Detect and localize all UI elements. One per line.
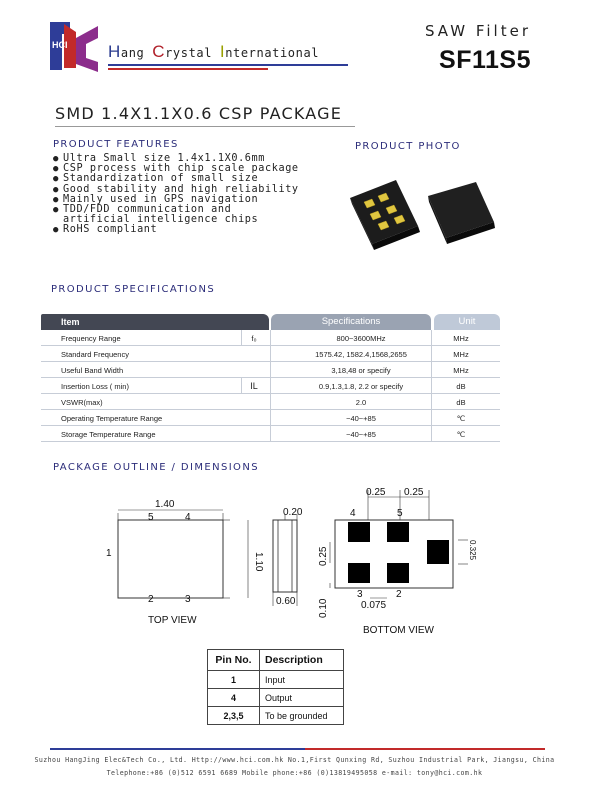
part-number: SF11S5: [439, 46, 531, 74]
spec-value: 1575.42, 1582.4,1568,2655: [315, 350, 407, 359]
spec-name: Frequency Range: [61, 334, 121, 343]
pad-3: [348, 563, 370, 583]
spec-unit: MHz: [453, 366, 469, 375]
pin-number: 4: [208, 689, 260, 707]
spec-unit: MHz: [453, 334, 469, 343]
product-photo: [342, 158, 502, 258]
spec-name: Storage Temperature Range: [61, 430, 156, 439]
feature-item: ● Standardization of small size: [53, 174, 333, 184]
package-title: SMD 1.4X1.1X0.6 CSP PACKAGE: [55, 104, 343, 123]
feature-item: ● Good stability and high reliability: [53, 185, 333, 195]
pin-number: 1: [208, 671, 260, 689]
spec-value: −40~+85: [346, 414, 376, 423]
col-item-header: Item: [41, 314, 269, 330]
table-row: [208, 707, 344, 725]
feature-item: ● RoHS compliant: [53, 225, 333, 235]
pad-1: [427, 540, 449, 564]
spec-table-header: [41, 314, 500, 330]
col-spec-header: Specifications: [271, 314, 431, 330]
table-row: [41, 410, 500, 426]
spec-value: 3,18,48 or specify: [331, 366, 391, 375]
table-row: [41, 394, 500, 410]
bottom-pin3-label: 3: [357, 589, 363, 600]
logo-text: HCI: [52, 40, 68, 50]
spec-symbol: IL: [250, 381, 258, 391]
spec-unit: ℃: [456, 414, 466, 423]
top-width-label: 1.40: [155, 499, 175, 510]
pin-description: To be grounded: [260, 707, 344, 725]
footer-contact: Telephone:+86 (0)512 6591 6689 Mobile phone:+86 (0)13819495058 e-mail: tony@hci.com.hk: [106, 769, 483, 777]
table-row: [41, 362, 500, 378]
pin-description: Output: [260, 689, 344, 707]
feature-item: ● TDD/FDD communication and: [53, 205, 333, 215]
bottom-pin4-label: 4: [350, 508, 356, 519]
spec-unit: ℃: [456, 430, 466, 439]
spec-value: 0.9,1.3,1.8, 2.2 or specify: [318, 382, 404, 391]
top-pin1-label: 1: [106, 548, 112, 559]
spec-unit: dB: [456, 398, 466, 407]
pad-2: [387, 563, 409, 583]
feature-item: ● Ultra Small size 1.4x1.1X0.6mm: [53, 154, 333, 164]
features-title: PRODUCT FEATURES: [53, 139, 179, 150]
col-unit-header: Unit: [434, 314, 500, 330]
spec-name: Useful Band Width: [61, 366, 124, 375]
company-word-1: ang: [120, 46, 153, 60]
table-row: [41, 426, 500, 442]
company-name: [108, 42, 319, 62]
company-logo: [46, 18, 102, 74]
bottom-view-label: BOTTOM VIEW: [363, 625, 434, 636]
top-pin4-label: 4: [185, 512, 191, 523]
product-category: SAW Filter: [425, 22, 531, 40]
bottom-view-drawing: [318, 487, 477, 618]
spec-name: VSWR(max): [61, 398, 103, 407]
side-thickness-label: 0.60: [276, 596, 296, 607]
spec-name: Insertion Loss ( min): [61, 382, 129, 391]
spec-unit: dB: [456, 382, 466, 391]
footer-line-red: [305, 748, 545, 750]
company-initial-i: I: [219, 42, 226, 61]
company-word-2: rystal: [165, 46, 220, 60]
bottom-pitch-left-label: 0.25: [366, 487, 386, 498]
logo-underline-red: [108, 68, 268, 70]
features-list: [53, 154, 333, 236]
pin-number: 2,3,5: [208, 707, 260, 725]
spec-unit: MHz: [453, 350, 469, 359]
pin-table: [207, 649, 344, 725]
spec-value: −40~+85: [346, 430, 376, 439]
feature-item: ● Mainly used in GPS navigation: [53, 195, 333, 205]
company-initial-c: C: [152, 42, 166, 61]
bottom-pad-height-label: 0.25: [318, 546, 329, 566]
logo-underline-blue: [108, 64, 348, 66]
top-view-drawing: [106, 499, 264, 605]
table-row: [208, 671, 344, 689]
table-row: [41, 378, 500, 394]
bottom-side-pad-label: 0.325: [468, 540, 477, 561]
footer-line-blue: [50, 748, 305, 750]
pin-description: Input: [260, 671, 344, 689]
photo-title: PRODUCT PHOTO: [355, 141, 461, 152]
table-row: [41, 330, 500, 346]
pin-table-header: [208, 650, 344, 671]
table-row: [208, 689, 344, 707]
spec-value: 800~3600MHz: [336, 334, 386, 343]
pad-4: [348, 522, 370, 542]
side-pad-label: 0.20: [283, 507, 303, 518]
footer-address: Suzhou HangJing Elec&Tech Co., Ltd. Http://www.hci.com.hk No.1,First Qunxing Rd, Suzhou Industrial Park, Jiangsu, China: [34, 756, 555, 764]
side-view-drawing: [273, 507, 303, 607]
bottom-gap-label: 0.075: [361, 600, 387, 611]
bottom-pin2-label: 2: [396, 589, 402, 600]
specs-title: PRODUCT SPECIFICATIONS: [51, 284, 216, 295]
pad-5: [387, 522, 409, 542]
top-height-label: 1.10: [253, 552, 264, 572]
title-divider: [55, 126, 355, 127]
top-pin3-label: 3: [185, 594, 191, 605]
pin-no-header: Pin No.: [208, 650, 260, 671]
spec-name: Operating Temperature Range: [61, 414, 163, 423]
top-view-label: TOP VIEW: [148, 615, 197, 626]
outline-drawings: [0, 480, 589, 640]
bottom-pin5-label: 5: [397, 508, 403, 519]
company-word-3: nternational: [225, 46, 320, 60]
spec-value: 2.0: [355, 398, 367, 407]
outline-title: PACKAGE OUTLINE / DIMENSIONS: [53, 462, 259, 473]
feature-item-continued: artificial intelligence chips: [63, 214, 259, 226]
spec-table: [41, 314, 500, 442]
feature-item: ● CSP process with chip scale package: [53, 164, 333, 174]
top-pin5-label: 5: [148, 512, 154, 523]
bottom-pitch-right-label: 0.25: [404, 487, 424, 498]
table-row: [41, 346, 500, 362]
top-pin2-label: 2: [148, 594, 154, 605]
company-initial-h: H: [108, 42, 121, 61]
spec-symbol: f₀: [251, 334, 257, 343]
spec-name: Standard Frequency: [61, 350, 129, 359]
bottom-pad-offset-label: 0.10: [318, 598, 329, 618]
pin-desc-header: Description: [260, 650, 344, 671]
